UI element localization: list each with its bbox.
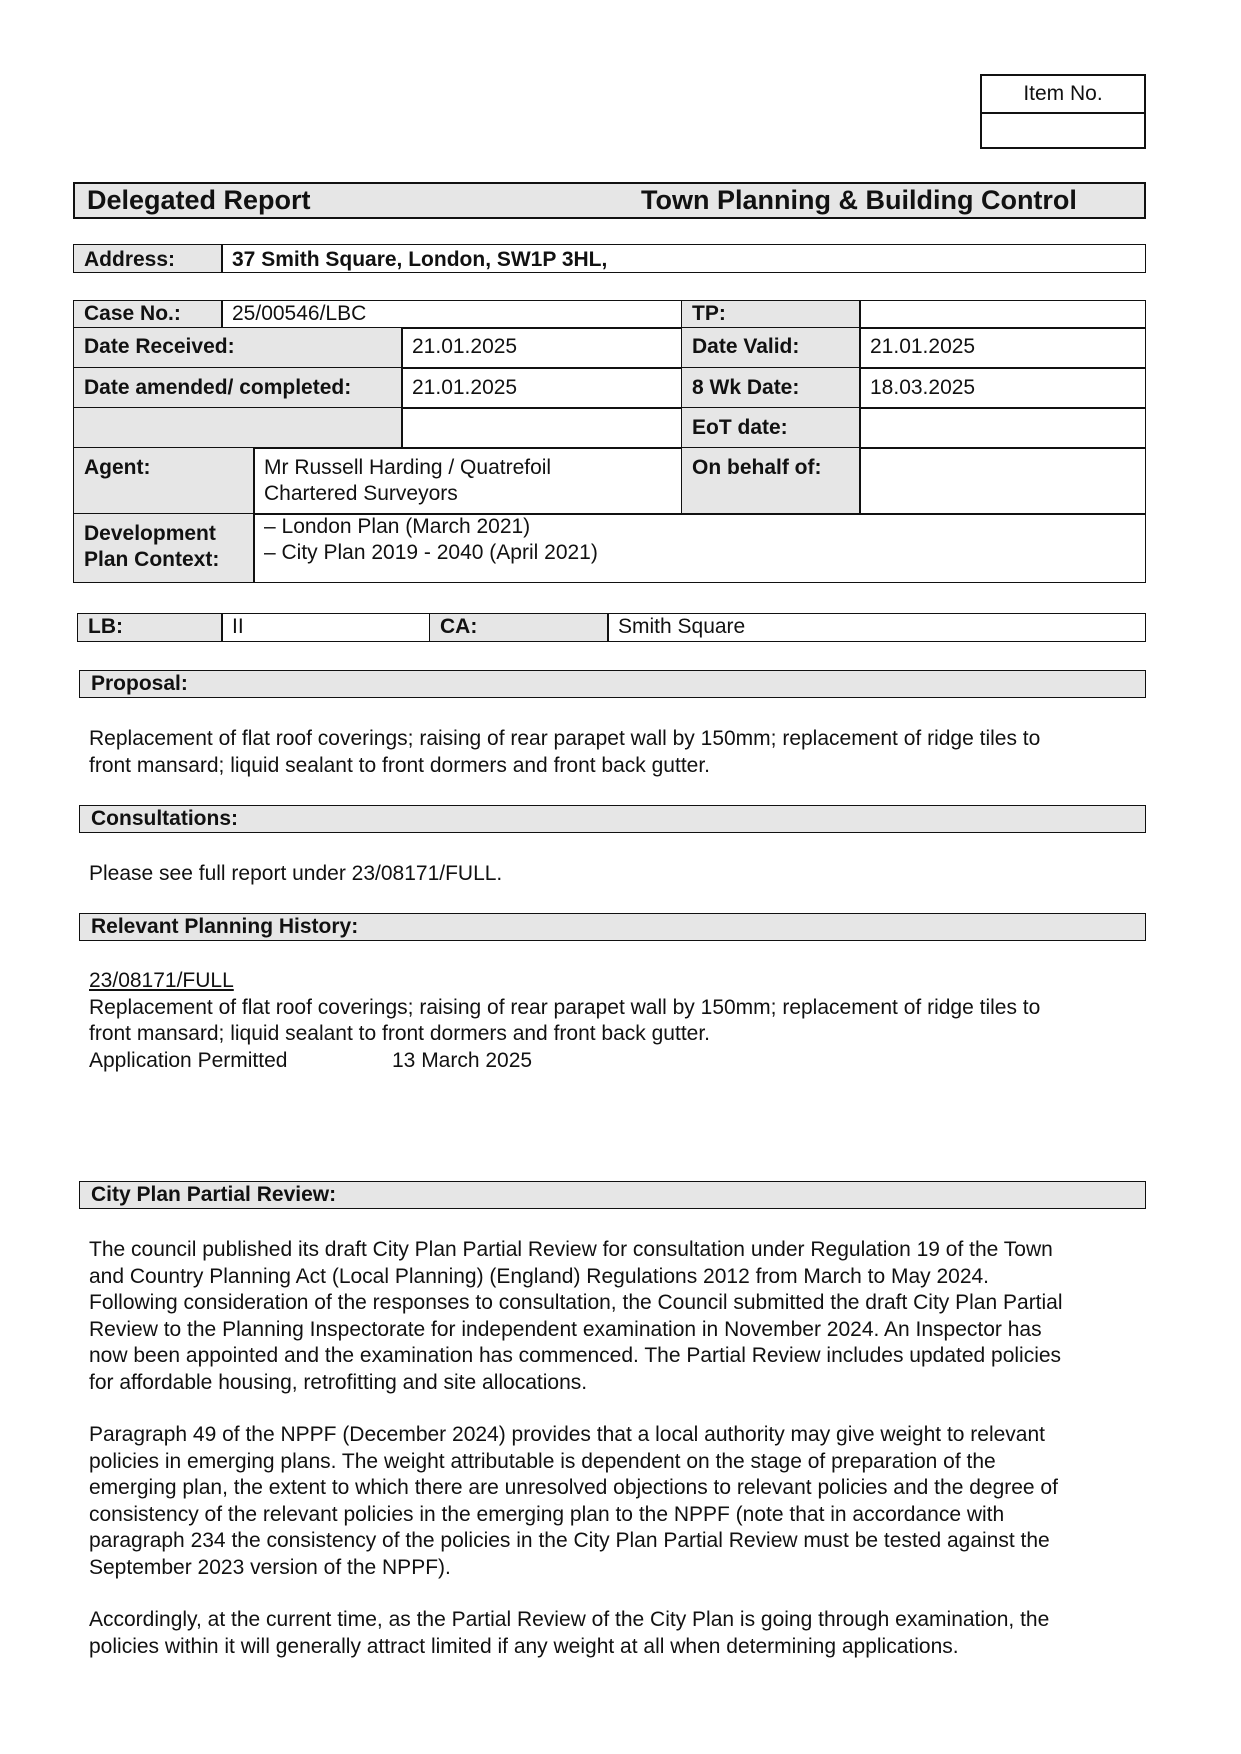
report-title-bar <box>73 182 1146 219</box>
city-plan-p1-line: for affordable housing, retrofitting and site allocations. <box>89 1370 588 1394</box>
planning-history-entry <box>89 968 1149 1074</box>
item-no-label: Item No. <box>982 76 1144 114</box>
city-plan-p1-line: The council published its draft City Plan Partial Review for consultation under Regulation 19 of the Town <box>89 1238 1053 1261</box>
city-plan-paragraph-1 <box>89 1237 1063 1396</box>
lb-value: II <box>221 613 431 642</box>
item-no-box <box>980 74 1146 149</box>
development-plan-label-line-2: Plan Context: <box>84 548 220 571</box>
history-decision-date: 13 March 2025 <box>392 1048 533 1072</box>
lb-label: LB: <box>77 613 223 642</box>
tp-value <box>859 300 1146 329</box>
case-no-label: Case No.: <box>73 300 223 329</box>
city-plan-p1-line: Following consideration of the responses to consultation, the Council submitted the draft City Plan Partial <box>89 1291 1063 1314</box>
eight-week-date-label: 8 Wk Date: <box>681 367 861 409</box>
city-plan-paragraph-3 <box>89 1607 1049 1660</box>
department-title: Town Planning & Building Control <box>641 185 1077 215</box>
consultations-text: Please see full report under 23/08171/FULL. <box>89 862 503 885</box>
tp-label: TP: <box>681 300 861 329</box>
city-plan-p1-line: and Country Planning Act (Local Planning) (England) Regulations 2012 from March to May 2024. <box>89 1264 990 1288</box>
agent-line-1: Mr Russell Harding / Quatrefoil <box>264 456 552 479</box>
proposal-text <box>89 726 1040 779</box>
date-valid-label: Date Valid: <box>681 327 861 369</box>
case-details-table <box>73 300 1146 587</box>
city-plan-p3-line: policies within it will generally attract limited if any weight at all when determining applications. <box>89 1634 959 1658</box>
eot-date-value <box>859 407 1146 449</box>
date-received-label: Date Received: <box>73 327 403 369</box>
consultations-heading: Consultations: <box>79 805 1146 833</box>
history-line-2: front mansard; liquid sealant to front dormers and front back gutter. <box>89 1022 710 1045</box>
eot-date-label: EoT date: <box>681 407 861 449</box>
planning-history-heading: Relevant Planning History: <box>79 913 1146 941</box>
history-decision-row <box>89 1048 1149 1075</box>
address-label: Address: <box>73 244 223 273</box>
city-plan-p3-line: Accordingly, at the current time, as the Partial Review of the City Plan is going through examination, the <box>89 1608 1050 1631</box>
proposal-heading: Proposal: <box>79 670 1146 698</box>
city-plan-p2-line: emerging plan, the extent to which there are unresolved objections to relevant policies and the degree of <box>89 1476 1058 1499</box>
city-plan-heading: City Plan Partial Review: <box>79 1181 1146 1209</box>
city-plan-p2-line: Paragraph 49 of the NPPF (December 2024) provides that a local authority may give weight to relevant <box>89 1423 1046 1446</box>
history-line-1: Replacement of flat roof coverings; raising of rear parapet wall by 150mm; replacement of ridge tiles to <box>89 995 1041 1019</box>
city-plan-p2-line: September 2023 version of the NPPF). <box>89 1555 451 1579</box>
ca-value: Smith Square <box>607 613 1146 642</box>
development-plan-context <box>253 513 1146 583</box>
date-received-value: 21.01.2025 <box>401 327 683 369</box>
listing-row <box>77 613 1146 642</box>
agent-value <box>253 447 683 515</box>
agent-label: Agent: <box>73 447 255 515</box>
agent-line-2: Chartered Surveyors <box>264 482 458 505</box>
city-plan-p2-line: paragraph 234 the consistency of the policies in the City Plan Partial Review must be tested against the <box>89 1529 1050 1552</box>
eight-week-date-value: 18.03.2025 <box>859 367 1146 409</box>
history-decision: Application Permitted <box>89 1048 288 1072</box>
on-behalf-of-value <box>859 447 1146 515</box>
date-amended-value: 21.01.2025 <box>401 367 683 409</box>
history-reference: 23/08171/FULL <box>89 969 234 992</box>
date-amended-label: Date amended/ completed: <box>73 367 403 409</box>
report-title: Delegated Report <box>87 185 311 215</box>
city-plan-p1-line: Review to the Planning Inspectorate for independent examination in November 2024. An Inspector has <box>89 1317 1042 1341</box>
development-plan-label-line-1: Development <box>84 522 216 545</box>
address-row <box>73 244 1146 273</box>
development-plan-label <box>73 513 255 583</box>
development-plan-line-2: – City Plan 2019 - 2040 (April 2021) <box>264 541 598 564</box>
empty-value-cell <box>401 407 683 449</box>
on-behalf-of-label: On behalf of: <box>681 447 861 515</box>
city-plan-p1-line: now been appointed and the examination has commenced. The Partial Review includes updated policies <box>89 1344 1062 1367</box>
ca-label: CA: <box>429 613 609 642</box>
address-value: 37 Smith Square, London, SW1P 3HL, <box>221 244 1146 273</box>
empty-label-cell <box>73 407 403 449</box>
case-no-value: 25/00546/LBC <box>221 300 683 329</box>
city-plan-p2-line: policies in emerging plans. The weight attributable is dependent on the stage of preparation of the <box>89 1449 996 1473</box>
city-plan-paragraph-2 <box>89 1422 1058 1581</box>
proposal-line-1: Replacement of flat roof coverings; raising of rear parapet wall by 150mm; replacement of ridge tiles to <box>89 727 1041 750</box>
date-valid-value: 21.01.2025 <box>859 327 1146 369</box>
item-no-value <box>982 114 1144 149</box>
proposal-line-2: front mansard; liquid sealant to front dormers and front back gutter. <box>89 753 710 777</box>
city-plan-p2-line: consistency of the relevant policies in the emerging plan to the NPPF (note that in accordance with <box>89 1502 1005 1526</box>
development-plan-line-1: – London Plan (March 2021) <box>264 515 531 538</box>
